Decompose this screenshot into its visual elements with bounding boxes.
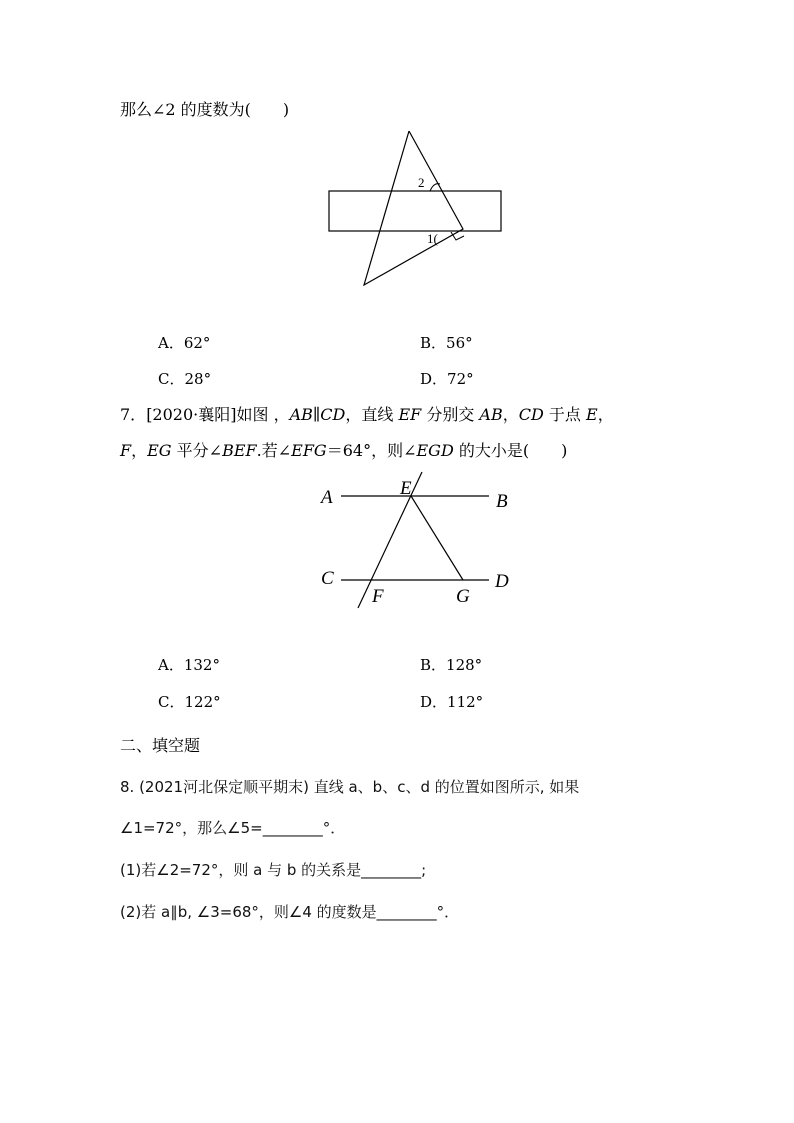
q7-option-d-letter: D．	[420, 693, 448, 711]
q7-text: AB∥CD	[289, 405, 346, 424]
section-title: 二、填空题	[120, 736, 201, 755]
q7-text: ，	[131, 441, 148, 460]
q7-option-c[interactable]	[158, 692, 221, 712]
q7-option-b-text: 128°	[446, 656, 483, 674]
q7-source: [2020·襄阳]	[146, 405, 237, 424]
q7-line-eg	[411, 496, 463, 580]
q7-option-c-text: 122°	[184, 693, 221, 711]
q6-option-b-text: 56°	[446, 334, 473, 352]
q8-line1: 8. (2021河北保定顺平期末) 直线 a、b、c、d 的位置如图所示, 如果	[120, 778, 580, 796]
q7-option-b[interactable]	[420, 655, 482, 675]
q7-option-d[interactable]	[420, 692, 483, 712]
q7-label-c: C	[321, 568, 334, 589]
q7-text: CD	[518, 405, 544, 424]
q7-line-ef	[358, 472, 422, 608]
q7-text: BEF	[222, 441, 257, 460]
q7-label-g: G	[456, 586, 470, 607]
q7-text: E	[586, 405, 598, 424]
q7-text: F	[120, 441, 132, 460]
q7-text: AB	[479, 405, 503, 424]
q6-stem-tail: 那么∠2 的度数为( )	[120, 100, 290, 119]
q7-text: 平分∠	[171, 441, 223, 460]
q7-option-b-letter: B．	[420, 656, 447, 674]
q7-text: 如图 ，	[236, 405, 290, 424]
q6-option-c-letter: C．	[158, 370, 185, 388]
q7-text: 于点	[543, 405, 587, 424]
q7-label-e: E	[400, 478, 412, 499]
q6-option-c-text: 28°	[184, 370, 212, 388]
q6-label-angle2: 2	[418, 175, 425, 190]
q6-option-b-letter: B．	[420, 334, 447, 352]
q8-line4: (2)若 a∥b, ∠3=68°，则∠4 的度数是________°．	[120, 903, 460, 921]
q7-option-c-letter: C．	[158, 693, 185, 711]
q6-option-a-letter: A．	[158, 334, 184, 352]
q7-text: ＝64°，则∠	[326, 441, 417, 460]
q7-text: 的大小是( )	[453, 441, 568, 460]
q8-line2: ∠1=72°，那么∠5=________°．	[120, 819, 346, 837]
q7-label-d: D	[495, 571, 509, 592]
q7-label-b: B	[496, 491, 508, 512]
q6-option-a-text: 62°	[183, 334, 211, 352]
q7-text: .若∠	[256, 441, 292, 460]
q7-option-a-text: 132°	[183, 656, 220, 674]
q7-label-a: A	[321, 487, 333, 508]
q6-option-d-text: 72°	[447, 370, 474, 388]
q6-option-d-letter: D．	[420, 370, 448, 388]
q7-option-d-text: 112°	[447, 693, 484, 711]
q6-label-angle1: 1(	[427, 231, 438, 246]
q7-number: 7．	[120, 405, 147, 424]
q7-text: ，	[597, 405, 614, 424]
q7-text: 分别交	[421, 405, 480, 424]
q8-line3: (1)若∠2=72°，则 a 与 b 的关系是________;	[120, 861, 427, 879]
q7-text: ，直线	[345, 405, 399, 424]
q7-text: EFG	[291, 441, 327, 460]
q7-option-a-letter: A．	[158, 656, 184, 674]
q7-text: EGD	[416, 441, 454, 460]
q7-text: EF	[398, 405, 422, 424]
q7-text: ，	[502, 405, 519, 424]
q7-text: EG	[147, 441, 172, 460]
q7-option-a[interactable]	[158, 655, 220, 675]
q7-label-f: F	[372, 586, 384, 607]
